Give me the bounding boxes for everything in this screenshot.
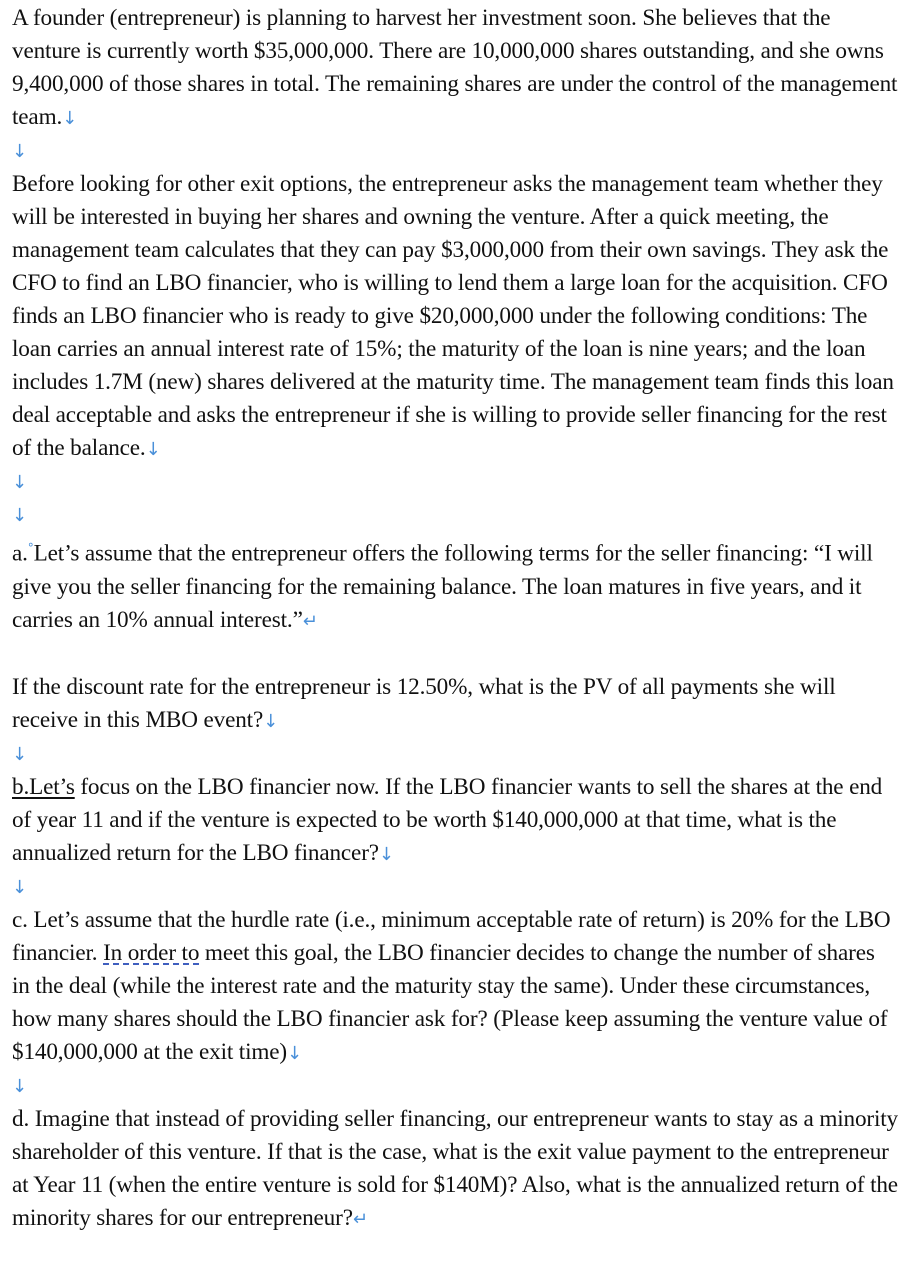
empty-line bbox=[12, 738, 898, 771]
line-break-mark: ↓ bbox=[62, 108, 78, 129]
document-body[interactable] bbox=[12, 2, 898, 1236]
line-break-mark: ↓ bbox=[12, 505, 27, 526]
intro-paragraph-2-text: Before looking for other exit options, the entrepreneur asks the management team whether they will be interested in buying her shares and owning the venture. After a quick meeting, the management team calculates that they can pay $3,000,000 from their own savings. They ask the CFO to find an LBO financier, who is willing to lend them a large loan for the acquisition. CFO finds an LBO financier who is ready to give $20,000,000 under the following conditions: The loan carries an annual interest rate of 15%; the maturity of the loan is nine years; and the loan includes 1.7M (new) shares delivered at the maturity time. The management team finds this loan deal acceptable and asks the entrepreneur if she is willing to provide seller financing for the rest of the balance. bbox=[12, 171, 894, 461]
line-break-mark: ↓ bbox=[12, 743, 27, 765]
line-break-mark: ↓ bbox=[378, 843, 394, 865]
question-d-body: d. Imagine that instead of providing seller financing, our entrepreneur wants to stay as a minority shareholder of this venture. If that is the case, what is the exit value payment to the entrepreneur at Year 11 (when the entire venture is sold for $140M)? Also, what is the annualized return of the minority shares for our entrepreneur? bbox=[12, 1105, 898, 1231]
line-break-mark: ↓ bbox=[12, 141, 27, 162]
question-c[interactable] bbox=[12, 904, 898, 1070]
grammar-flagged-phrase[interactable]: In order to bbox=[103, 939, 200, 966]
empty-line bbox=[12, 499, 898, 532]
empty-line bbox=[12, 466, 898, 499]
list-bullet-mark: ° bbox=[27, 541, 34, 555]
line-break-mark: ↓ bbox=[12, 876, 27, 898]
line-break-mark: ↓ bbox=[12, 1075, 27, 1097]
empty-line bbox=[12, 1070, 898, 1103]
question-a[interactable] bbox=[12, 532, 898, 638]
question-a-followup-text: If the discount rate for the entrepreneur is 12.50%, what is the PV of all payments she will receive in this MBO event? bbox=[12, 673, 836, 733]
question-c-part2: meet this goal, the LBO financier decides to change the number of shares in the deal (while the interest rate and the maturity stay the same). Under these circumstances, how many shares should the LBO financier ask for? (Please keep assuming the venture value of $140,000,000 at the exit time) bbox=[12, 939, 888, 1065]
intro-paragraph-1[interactable] bbox=[12, 2, 898, 135]
question-a-prefix: a. bbox=[12, 540, 28, 567]
question-a-followup[interactable] bbox=[12, 671, 898, 738]
question-b[interactable] bbox=[12, 771, 898, 871]
line-break-mark: ↓ bbox=[12, 472, 27, 493]
paragraph-mark: ↵ bbox=[352, 1208, 368, 1230]
question-c-part1: c. Let’s assume that the hurdle rate (i.e., minimum acceptable rate of return) is 20% for the LBO financier. bbox=[12, 906, 891, 966]
intro-paragraph-1-text: A founder (entrepreneur) is planning to harvest her investment soon. She believes that the venture is currently worth $35,000,000. There are 10,000,000 shares outstanding, and she owns 9,400,000 of those shares in total. The remaining shares are under the control of the management team. bbox=[12, 5, 898, 130]
empty-line bbox=[12, 638, 898, 671]
empty-line bbox=[12, 135, 898, 168]
line-break-mark: ↓ bbox=[263, 710, 279, 732]
question-a-body: Let’s assume that the entrepreneur offers the following terms for the seller financing: “I will give you the seller financing for the remaining balance. The loan matures in five years, and it carries an 10% annual interest.” bbox=[12, 540, 873, 633]
question-b-prefix: b.Let’s bbox=[12, 773, 75, 800]
line-break-mark: ↓ bbox=[145, 439, 161, 460]
question-b-body: focus on the LBO financier now. If the LBO financier wants to sell the shares at the end of year 11 and if the venture is expected to be worth $140,000,000 at that time, what is the annualized return for the LBO financer? bbox=[12, 773, 883, 866]
question-d[interactable] bbox=[12, 1103, 898, 1236]
empty-line bbox=[12, 871, 898, 904]
paragraph-mark: ↵ bbox=[302, 610, 318, 632]
line-break-mark: ↓ bbox=[286, 1042, 302, 1064]
intro-paragraph-2[interactable] bbox=[12, 168, 898, 466]
